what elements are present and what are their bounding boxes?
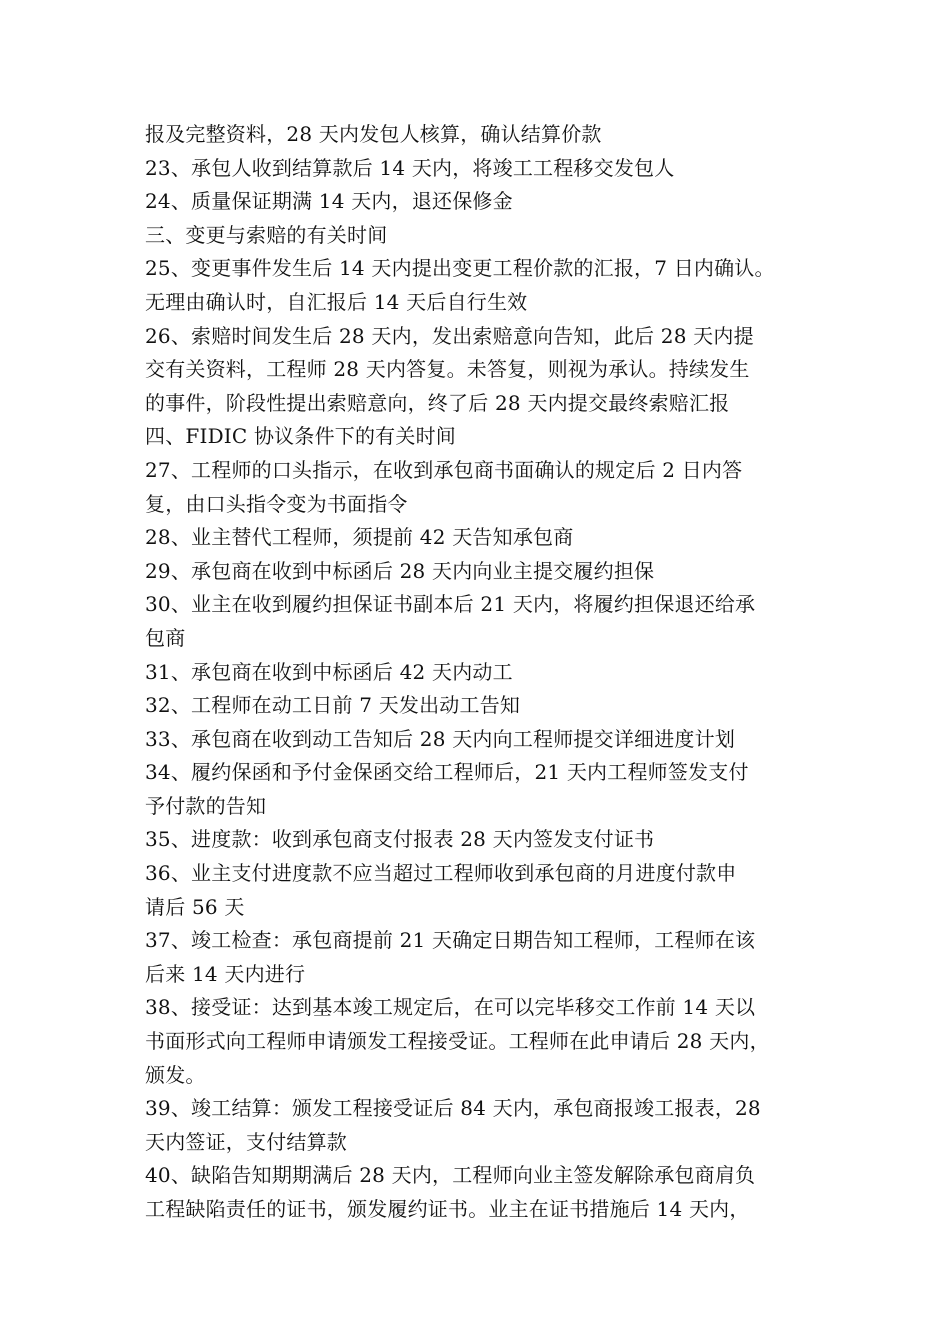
text-line: 颁发。 (145, 1062, 206, 1087)
text-line: 37、竣工检查：承包商提前 21 天确定日期告知工程师，工程师在该 (145, 928, 756, 953)
text-line: 26、索赔时间发生后 28 天内，发出索赔意向告知，此后 28 天内提 (145, 323, 754, 348)
text-line: 27、工程师的口头指示，在收到承包商书面确认的规定后 2 日内答 (145, 457, 743, 482)
text-line: 的事件，阶段性提出索赔意向，终了后 28 天内提交最终索赔汇报 (145, 390, 730, 415)
text-line: 无理由确认时，自汇报后 14 天后自行生效 (145, 289, 528, 314)
text-line: 24、质量保证期满 14 天内，退还保修金 (145, 189, 513, 214)
text-line: 31、承包商在收到中标函后 42 天内动工 (145, 659, 513, 684)
text-line: 36、业主支付进度款不应当超过工程师收到承包商的月进度付款申 (145, 861, 737, 886)
text-line: 23、承包人收到结算款后 14 天内，将竣工工程移交发包人 (145, 155, 675, 180)
text-line: 交有关资料，工程师 28 天内答复。未答复，则视为承认。持续发生 (145, 357, 750, 382)
text-line: 28、业主替代工程师，须提前 42 天告知承包商 (145, 525, 574, 550)
text-line: 书面形式向工程师申请颁发工程接受证。工程师在此申请后 28 天内， (145, 1029, 770, 1054)
text-line: 天内签证，支付结算款 (145, 1129, 347, 1154)
text-line: 35、进度款：收到承包商支付报表 28 天内签发支付证书 (145, 827, 655, 852)
text-line: 后来 14 天内进行 (145, 961, 306, 986)
text-line: 33、承包商在收到动工告知后 28 天内向工程师提交详细进度计划 (145, 726, 736, 751)
text-line: 予付款的告知 (145, 793, 267, 818)
text-line: 复，由口头指令变为书面指令 (145, 491, 408, 516)
text-line: 包商 (145, 625, 186, 650)
document-body (145, 118, 815, 1227)
text-line: 报及完整资料，28 天内发包人核算，确认结算价款 (145, 122, 602, 146)
text-line: 38、接受证：达到基本竣工规定后，在可以完毕移交工作前 14 天以 (145, 995, 756, 1020)
text-line: 30、业主在收到履约担保证书副本后 21 天内，将履约担保退还给承 (145, 592, 756, 617)
text-line: 工程缺陷责任的证书，颁发履约证书。业主在证书措施后 14 天内， (145, 1197, 750, 1221)
text-line: 32、工程师在动工日前 7 天发出动工告知 (145, 693, 521, 718)
section-heading: 三、变更与索赔的有关时间 (145, 222, 388, 247)
section-heading: 四、FIDIC 协议条件下的有关时间 (145, 424, 456, 449)
text-line: 29、承包商在收到中标函后 28 天内向业主提交履约担保 (145, 558, 655, 583)
text-line: 39、竣工结算：颁发工程接受证后 84 天内，承包商报竣工报表，28 (145, 1096, 761, 1121)
text-line: 34、履约保函和予付金保函交给工程师后，21 天内工程师签发支付 (145, 760, 749, 785)
text-line: 请后 56 天 (145, 894, 245, 919)
text-line: 25、变更事件发生后 14 天内提出变更工程价款的汇报，7 日内确认。 (145, 256, 775, 281)
text-line: 40、缺陷告知期期满后 28 天内，工程师向业主签发解除承包商肩负 (145, 1163, 756, 1188)
